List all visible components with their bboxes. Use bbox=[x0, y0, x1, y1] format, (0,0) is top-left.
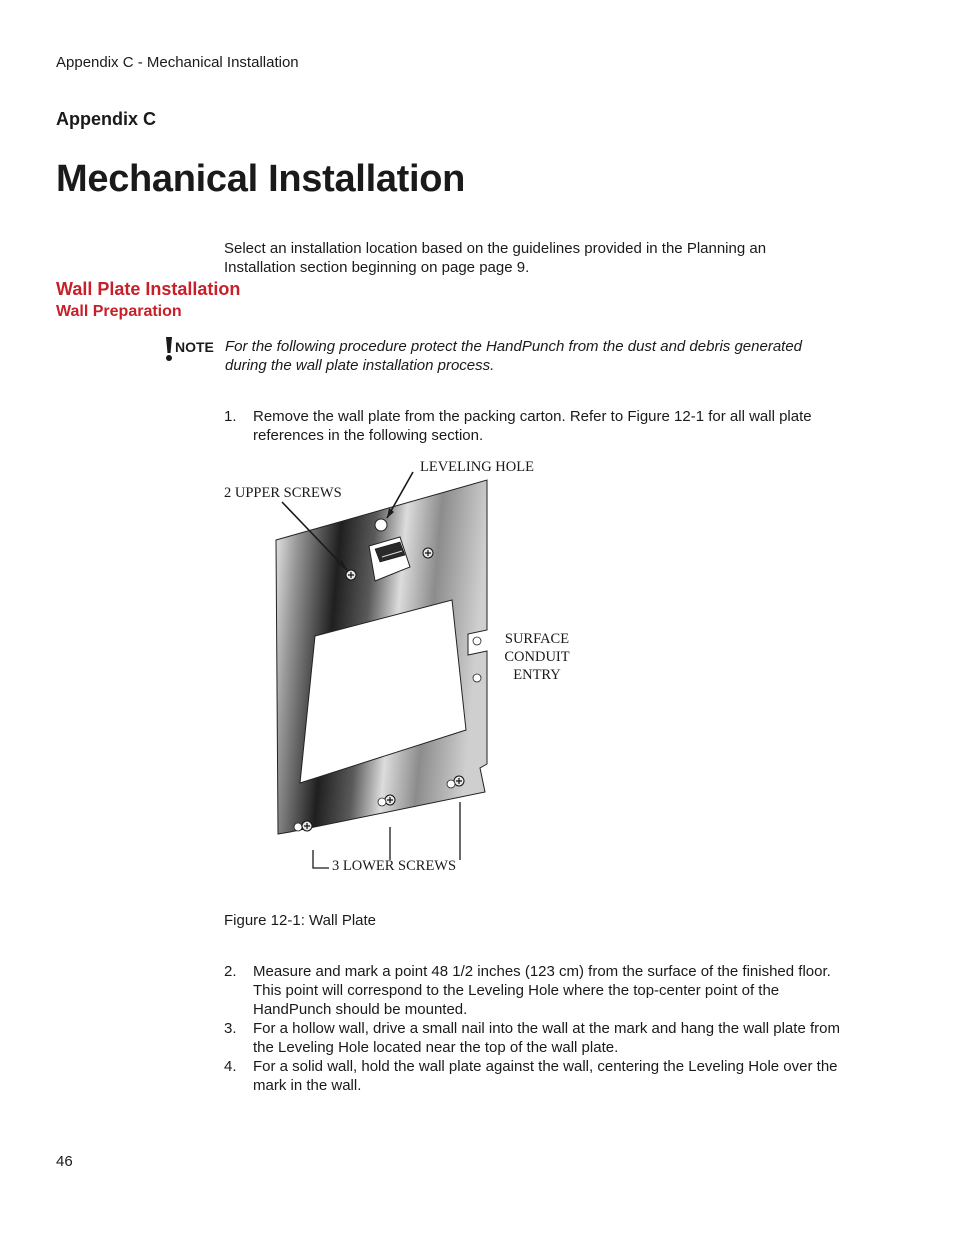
step-item bbox=[224, 1019, 844, 1057]
figure-caption: Figure 12-1: Wall Plate bbox=[224, 912, 377, 929]
surface-conduit-label-line1: SURFACE bbox=[504, 631, 570, 647]
step-item bbox=[224, 407, 844, 445]
step-number: 2. bbox=[224, 963, 237, 980]
page-number: 46 bbox=[56, 1153, 73, 1170]
note-text: For the following procedure protect the HandPunch from the dust and debris generated during the wall plate installation process. bbox=[225, 338, 803, 374]
upper-screws-label: 2 UPPER SCREWS bbox=[224, 485, 342, 501]
section-heading: Wall Plate Installation bbox=[56, 279, 241, 299]
step-text: Measure and mark a point 48 1/2 inches (123 cm) from the surface of the finished floor. This point will correspond to the Leveling Hole where the top-center point of the HandPunch should be mounted. bbox=[253, 963, 831, 1018]
upper-screw bbox=[346, 570, 356, 580]
upper-screw bbox=[423, 548, 433, 558]
subsection-heading: Wall Preparation bbox=[56, 303, 182, 320]
intro-paragraph: Select an installation location based on the guidelines provided in the Planning an Installation section beginning on page page 9. bbox=[224, 240, 767, 276]
step-number: 1. bbox=[224, 408, 237, 425]
step-text: For a solid wall, hold the wall plate against the wall, centering the Leveling Hole over the mark in the wall. bbox=[253, 1058, 838, 1094]
page-title: Mechanical Installation bbox=[56, 158, 466, 200]
leveling-hole bbox=[375, 519, 387, 531]
lower-screw bbox=[302, 821, 312, 831]
lower-screws-label: 3 LOWER SCREWS bbox=[332, 858, 457, 874]
step-item bbox=[224, 962, 844, 1019]
appendix-label: Appendix C bbox=[56, 109, 157, 129]
step-number: 4. bbox=[224, 1058, 237, 1075]
running-header: Appendix C - Mechanical Installation bbox=[56, 54, 299, 71]
step-number: 3. bbox=[224, 1020, 237, 1037]
exclamation-icon bbox=[163, 336, 175, 362]
leveling-hole-label: LEVELING HOLE bbox=[420, 459, 534, 475]
step-text: Remove the wall plate from the packing carton. Refer to Figure 12-1 for all wall plate references in the following section. bbox=[253, 408, 812, 444]
step-text: For a hollow wall, drive a small nail into the wall at the mark and hang the wall plate from the Leveling Hole located near the top of the wall plate. bbox=[253, 1020, 840, 1056]
lower-screw bbox=[454, 776, 464, 786]
surface-conduit-label-line2: CONDUIT bbox=[504, 649, 570, 665]
lower-screw bbox=[385, 795, 395, 805]
note-label: NOTE bbox=[175, 339, 214, 355]
wall-plate-figure bbox=[210, 450, 580, 885]
surface-conduit-label-line3: ENTRY bbox=[513, 667, 561, 683]
step-item bbox=[224, 1057, 844, 1095]
